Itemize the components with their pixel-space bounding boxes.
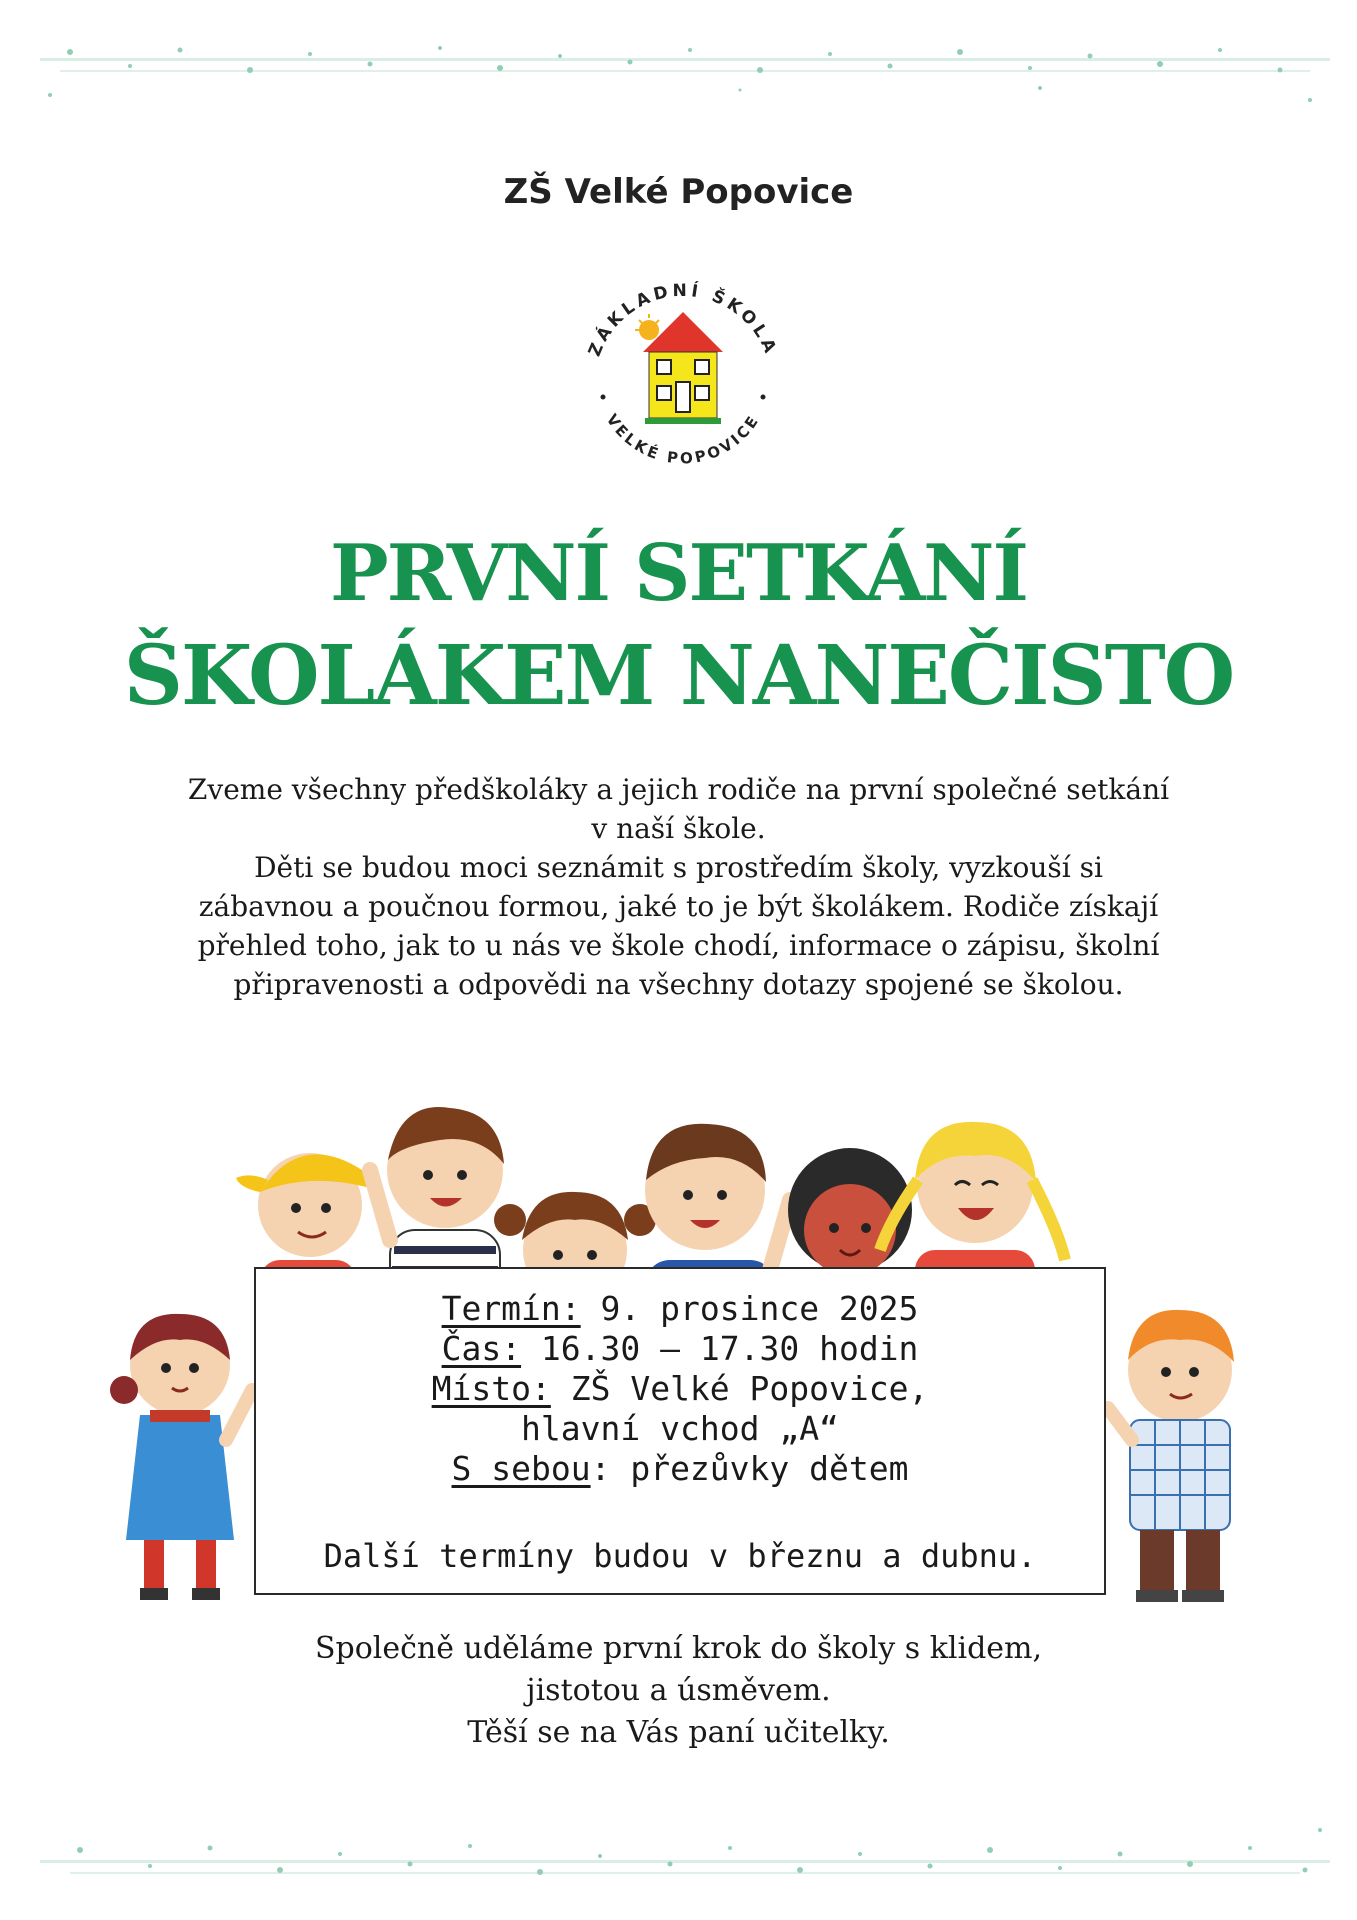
event-bring-value: : přezůvky dětem: [590, 1449, 909, 1488]
intro-line: Děti se budou moci seznámit s prostředím školy, vyzkouší si: [254, 851, 1103, 884]
intro-line: připravenosti a odpovědi na všechny dotazy spojené se školou.: [233, 968, 1124, 1001]
event-date-label: Termín:: [441, 1289, 581, 1328]
closing-text: [100, 1628, 1257, 1754]
closing-line: Těší se na Vás paní učitelky.: [467, 1715, 890, 1750]
headline-line-2: ŠKOLÁKEM NANEČISTO: [123, 628, 1234, 724]
decorative-border-top: [40, 40, 1330, 110]
kid-checkered-shirt-icon: [1108, 1310, 1234, 1602]
event-place-row: [256, 1369, 1104, 1409]
event-info-box: [254, 1267, 1106, 1595]
next-dates-note: Další termíny budou v březnu a dubnu.: [323, 1537, 1037, 1575]
school-name: ZŠ Velké Popovice: [503, 172, 854, 212]
closing-line: Společně uděláme první krok do školy s klidem,: [314, 1631, 1043, 1666]
kid-blue-coat-icon: [110, 1314, 252, 1600]
event-place-detail: hlavní vchod „A“: [521, 1409, 839, 1448]
intro-line: Zveme všechny předškoláky a jejich rodiče na první společné setkání: [187, 773, 1170, 806]
event-date-row: [256, 1289, 1104, 1329]
closing-line: jistotou a úsměvem.: [526, 1673, 831, 1708]
school-logo: [573, 262, 793, 482]
decorative-border-bottom: [40, 1820, 1330, 1890]
event-place-value: ZŠ Velké Popovice,: [550, 1369, 929, 1408]
event-time-value: 16.30 – 17.30 hodin: [521, 1329, 919, 1368]
logo-text-bottom: VELKÉ POPOVICE: [602, 410, 764, 468]
intro-text: [90, 770, 1267, 1004]
intro-line: zábavnou a poučnou formou, jaké to je být školákem. Rodiče získají: [198, 890, 1159, 923]
event-date-value: 9. prosince 2025: [580, 1289, 919, 1328]
event-bring-row: [256, 1449, 1104, 1489]
logo-text-top: ZÁKLADNÍ ŠKOLA: [584, 280, 782, 360]
event-time-row: [256, 1329, 1104, 1369]
sun-icon: [635, 314, 659, 340]
intro-line: v naší škole.: [591, 812, 766, 845]
event-place-label: Místo:: [431, 1369, 551, 1408]
event-time-label: Čas:: [441, 1329, 522, 1368]
intro-line: přehled toho, jak to u nás ve škole chodí, informace o zápisu, školní: [197, 929, 1160, 962]
headline-line-1: PRVNÍ SETKÁNÍ: [330, 528, 1027, 619]
event-bring-label: S sebou: [451, 1449, 591, 1488]
